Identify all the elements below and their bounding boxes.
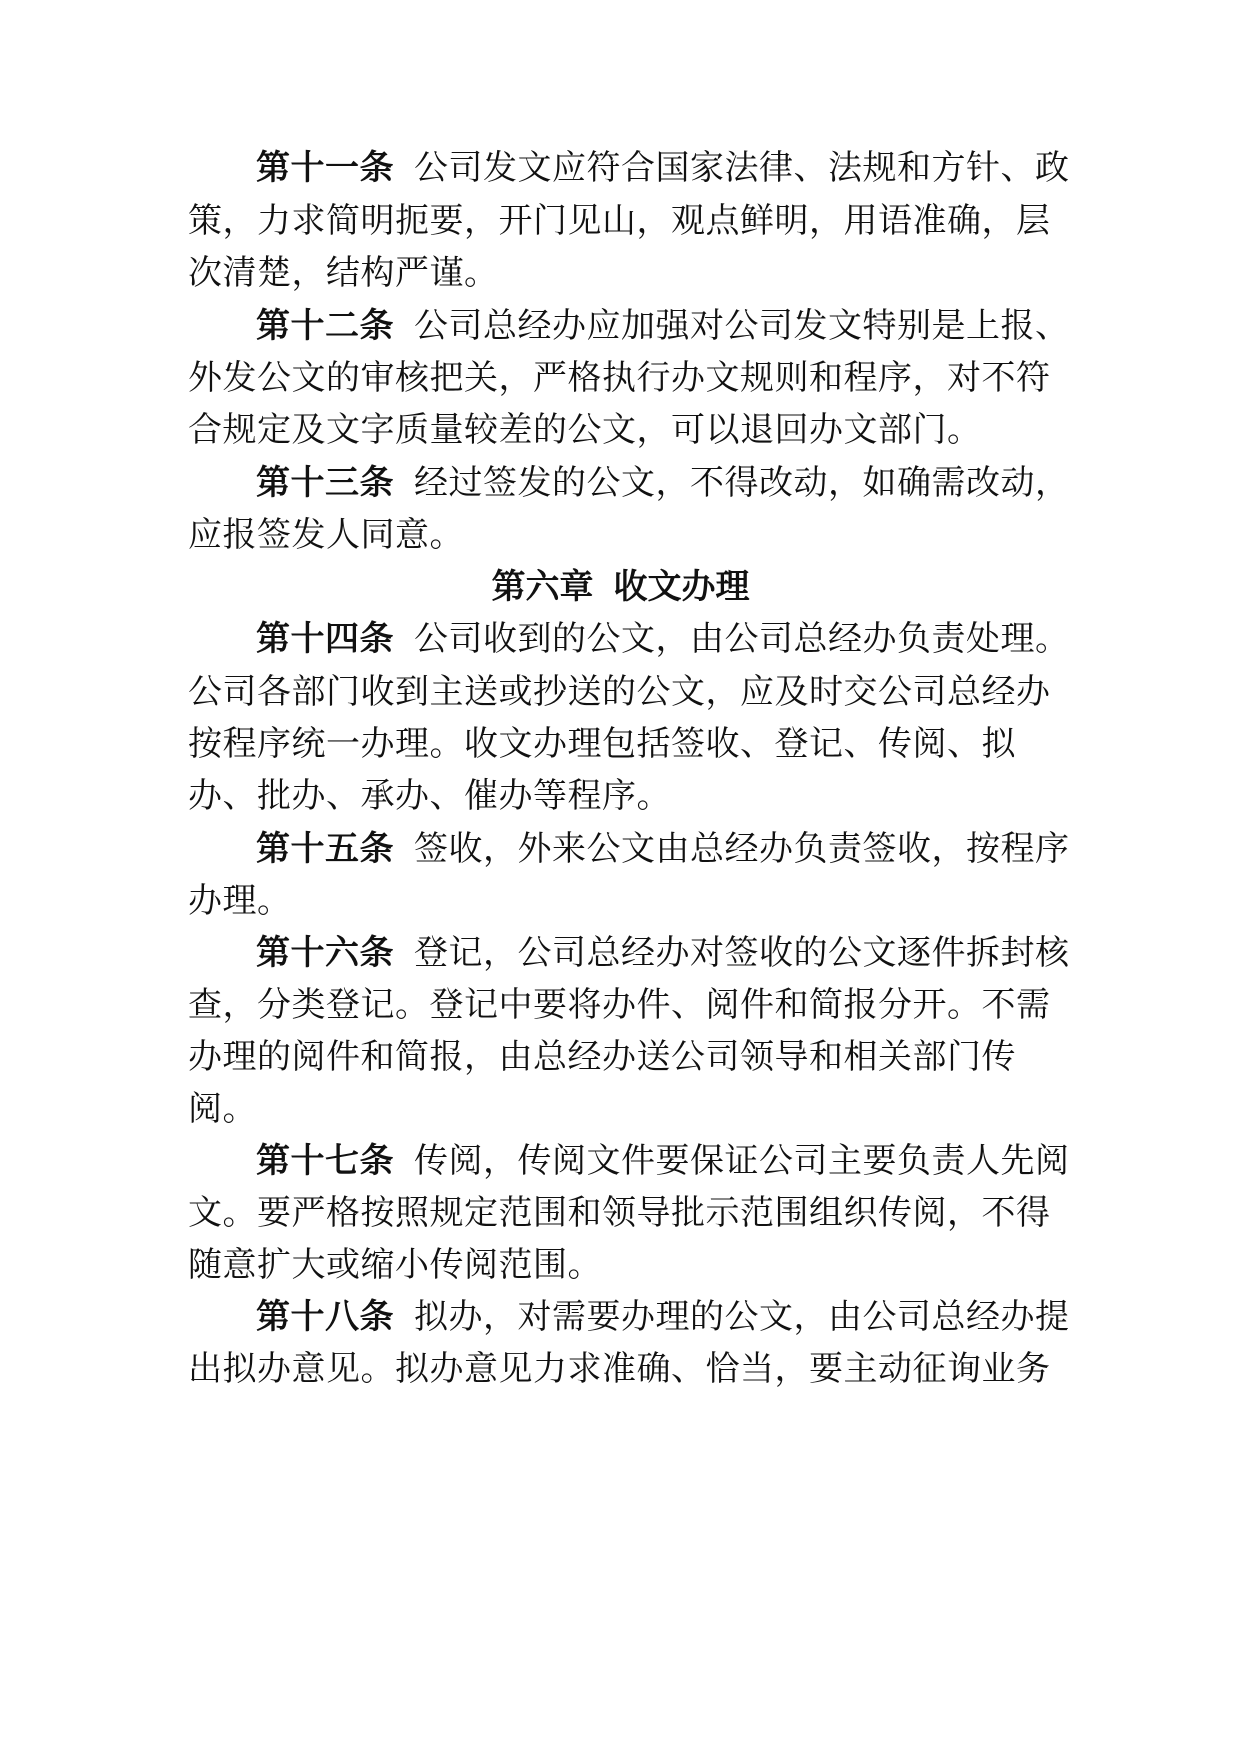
article-16-line-1 bbox=[256, 933, 1070, 973]
article-17-line-2: 文。要严格按照规定范围和领导批示范围组织传阅，不得 bbox=[188, 1193, 1051, 1233]
article-16-line-3: 办理的阅件和简报，由总经办送公司领导和相关部门传 bbox=[188, 1037, 1016, 1077]
article-16-text: 登记，公司总经办对签收的公文逐件拆封核 bbox=[414, 933, 1070, 973]
article-14-line-1 bbox=[256, 619, 1070, 659]
article-12-text: 公司总经办应加强对公司发文特别是上报、 bbox=[414, 306, 1070, 346]
article-18-number: 第十八条 bbox=[256, 1297, 394, 1337]
article-11-number: 第十一条 bbox=[256, 148, 394, 188]
article-14-text: 公司收到的公文，由公司总经办负责处理。 bbox=[414, 619, 1070, 659]
article-13-number: 第十三条 bbox=[256, 463, 394, 503]
article-11-text: 公司发文应符合国家法律、法规和方针、政 bbox=[414, 148, 1070, 188]
article-11-line-3: 次清楚，结构严谨。 bbox=[188, 253, 499, 293]
article-17-number: 第十七条 bbox=[256, 1141, 394, 1181]
chapter-number: 第六章 bbox=[491, 567, 594, 607]
chapter-title: 收文办理 bbox=[613, 567, 750, 607]
article-11-line-2: 策，力求简明扼要，开门见山，观点鲜明，用语准确，层 bbox=[188, 201, 1051, 241]
article-11-line-1 bbox=[256, 148, 1070, 188]
article-17-text: 传阅，传阅文件要保证公司主要负责人先阅 bbox=[414, 1141, 1070, 1181]
article-13-line-1 bbox=[256, 463, 1070, 503]
article-17-line-3: 随意扩大或缩小传阅范围。 bbox=[188, 1245, 602, 1285]
article-16-line-4: 阅。 bbox=[188, 1089, 257, 1129]
article-14-number: 第十四条 bbox=[256, 619, 394, 659]
chapter-heading bbox=[0, 567, 1241, 607]
article-16-number: 第十六条 bbox=[256, 933, 394, 973]
article-17-line-1 bbox=[256, 1141, 1070, 1181]
article-18-line-1 bbox=[256, 1297, 1070, 1337]
article-16-line-2: 查，分类登记。登记中要将办件、阅件和简报分开。不需 bbox=[188, 985, 1051, 1025]
article-15-number: 第十五条 bbox=[256, 829, 394, 869]
article-12-number: 第十二条 bbox=[256, 306, 394, 346]
article-15-text: 签收，外来公文由总经办负责签收，按程序 bbox=[414, 829, 1070, 869]
article-14-line-3: 按程序统一办理。收文办理包括签收、登记、传阅、拟 bbox=[188, 724, 1016, 764]
article-15-line-2: 办理。 bbox=[188, 881, 292, 921]
article-13-line-2: 应报签发人同意。 bbox=[188, 515, 464, 555]
article-12-line-1 bbox=[256, 306, 1070, 346]
article-14-line-2: 公司各部门收到主送或抄送的公文，应及时交公司总经办 bbox=[188, 672, 1051, 712]
article-15-line-1 bbox=[256, 829, 1070, 869]
article-12-line-3: 合规定及文字质量较差的公文，可以退回办文部门。 bbox=[188, 410, 982, 450]
article-18-text: 拟办，对需要办理的公文，由公司总经办提 bbox=[414, 1297, 1070, 1337]
article-13-text: 经过签发的公文，不得改动，如确需改动， bbox=[414, 463, 1070, 503]
article-18-line-2: 出拟办意见。拟办意见力求准确、恰当，要主动征询业务 bbox=[188, 1349, 1051, 1389]
article-12-line-2: 外发公文的审核把关，严格执行办文规则和程序，对不符 bbox=[188, 358, 1051, 398]
article-14-line-4: 办、批办、承办、催办等程序。 bbox=[188, 776, 671, 816]
